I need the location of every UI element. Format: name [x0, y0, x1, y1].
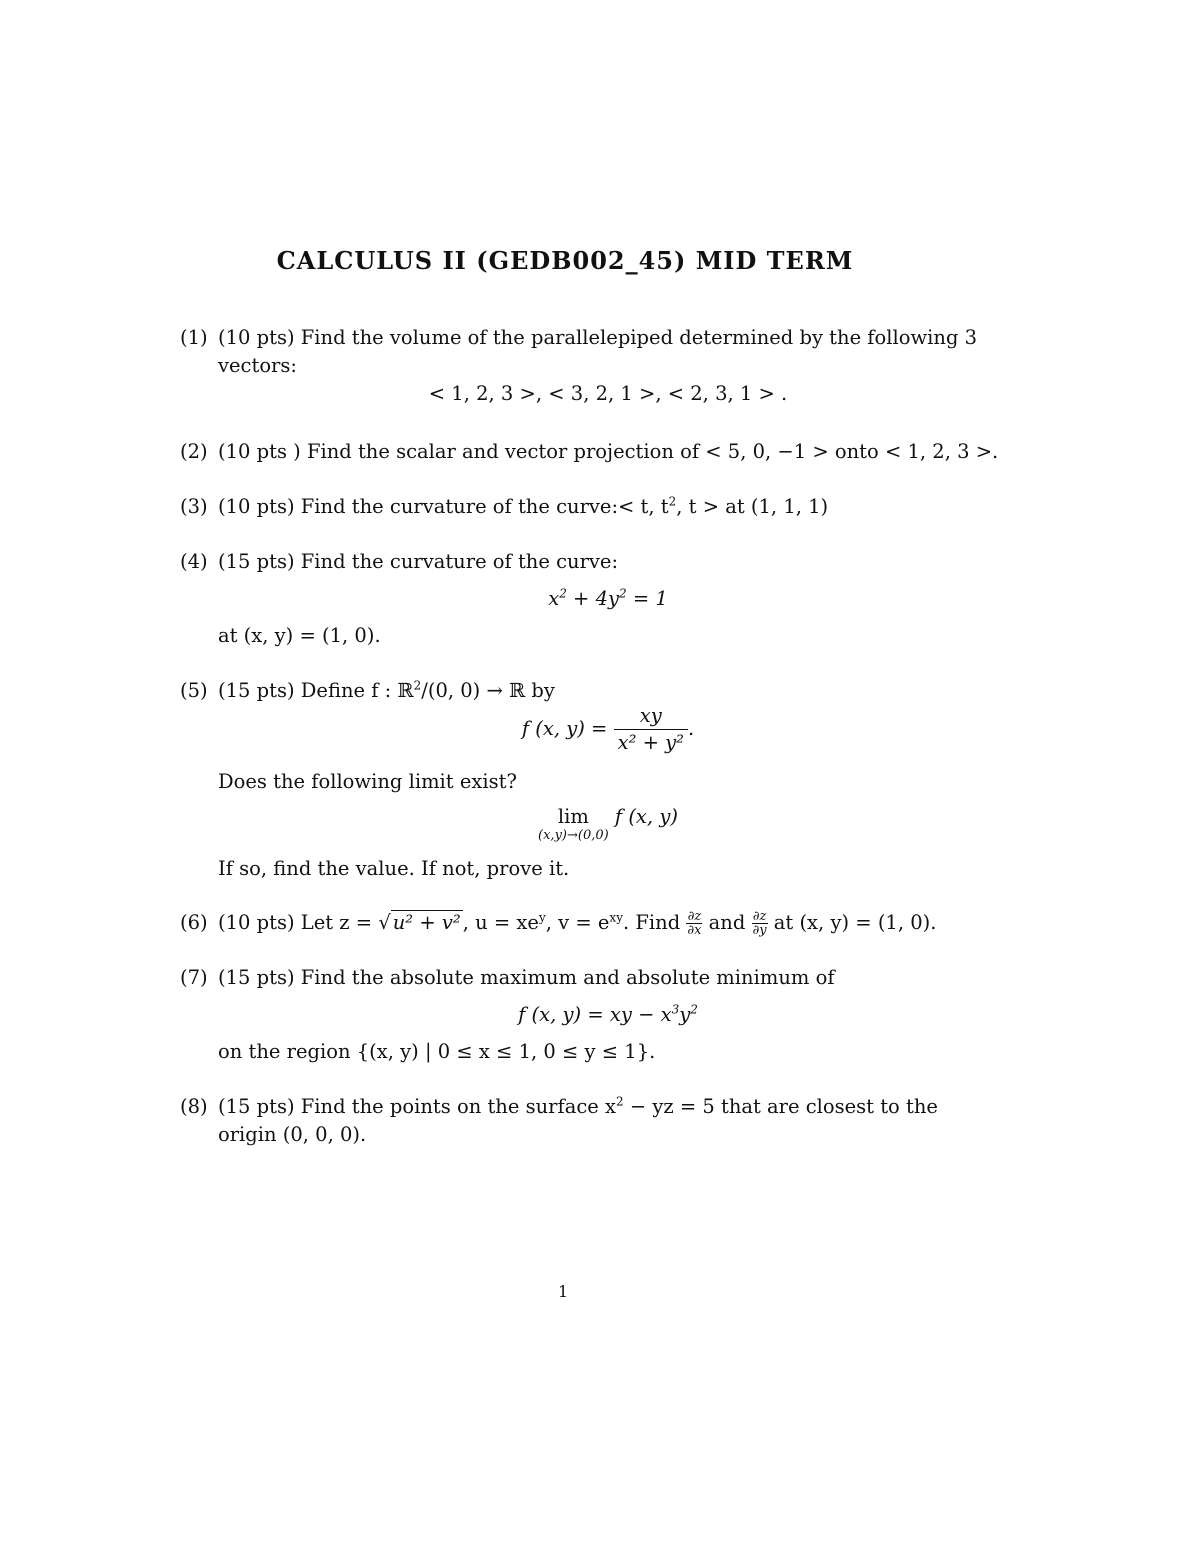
problem-5	[180, 677, 1000, 887]
points-label: (10 pts)	[218, 326, 295, 349]
problem-7	[180, 964, 1000, 1064]
problem-4	[180, 548, 1000, 648]
partial-dz-dx: $\frac{\partial z}{\partial x}$	[687, 909, 702, 938]
square-root: √ u² + v²	[378, 911, 461, 934]
problem-1	[180, 324, 1000, 414]
problem-8	[180, 1093, 1000, 1153]
problem-text: (15 pts) Find the curvature of the curve:	[218, 550, 619, 573]
problem-number: (8)	[180, 1095, 208, 1118]
limit-display: lim (x,y)→(0,0) f (x, y)	[538, 805, 678, 843]
equation-display: $x^2 + 4y^2 = 1$	[548, 586, 668, 610]
problem-3	[180, 493, 1000, 523]
problem-text-cont: If so, find the value. If not, prove it.	[218, 857, 570, 880]
problem-text: (15 pts) Find the absolute maximum and absolute minimum of	[218, 966, 835, 989]
function-display: f (x, y) = xy − $x^3y^2$	[518, 1002, 698, 1026]
problem-number: (3)	[180, 495, 208, 518]
problem-text: (10 pts) Find the curvature of the curve:< t, $t^2$, t > at (1, 1, 1)	[218, 494, 829, 518]
problem-number: (4)	[180, 550, 208, 573]
problem-text: (10 pts ) Find the scalar and vector projection of < 5, 0, −1 > onto < 1, 2, 3 >.	[218, 440, 999, 463]
problem-6	[180, 909, 1000, 945]
points-label: (15 pts)	[218, 550, 295, 573]
problem-number: (1)	[180, 326, 208, 349]
vectors-display: < 1, 2, 3 >, < 3, 2, 1 >, < 2, 3, 1 > .	[428, 382, 788, 405]
problem-number: (2)	[180, 440, 208, 463]
points-label: (10 pts)	[218, 495, 295, 518]
problem-text-cont: at (x, y) = (1, 0).	[218, 624, 381, 647]
exam-title: CALCULUS II (GEDB002_45) MID TERM	[276, 246, 854, 275]
fraction: $\frac{xy}{\text{x² + y²}}$	[614, 703, 688, 756]
problem-text: (15 pts) Find the points on the surface $x^2$ − yz = 5 that are closest to the	[218, 1094, 938, 1118]
points-label: (10 pts )	[218, 440, 301, 463]
problem-text-cont: vectors:	[218, 354, 297, 377]
points-label: (15 pts)	[218, 1095, 295, 1118]
problem-text-cont: on the region {(x, y) | 0 ≤ x ≤ 1, 0 ≤ y ≤ 1}.	[218, 1040, 656, 1063]
problem-text: (10 pts) Let z = √ u² + v² , $u = xe^y$, $v = e^{xy}$. Find $\frac{\partial z}{\partial x}$ and $\frac{\partial z}{\partial y}$ at (x, y) = (1, 0).	[218, 909, 937, 938]
limit-question: Does the following limit exist?	[218, 770, 517, 793]
problem-text-cont: origin (0, 0, 0).	[218, 1123, 367, 1146]
page-number: 1	[558, 1282, 569, 1301]
problem-number: (7)	[180, 966, 208, 989]
problem-text: (10 pts) Find the volume of the parallelepiped determined by the following 3	[218, 326, 978, 349]
points-label: (15 pts)	[218, 679, 295, 702]
points-label: (15 pts)	[218, 966, 295, 989]
problem-text: (15 pts) Define f : ℝ$^2$/(0, 0) → ℝ by	[218, 678, 555, 702]
problem-number: (5)	[180, 679, 208, 702]
function-display: f (x, y) = $\frac{xy}{\text{x² + y²}}$ .	[521, 704, 695, 754]
partial-dz-dy: $\frac{\partial z}{\partial y}$	[752, 909, 767, 938]
problem-2	[180, 438, 1000, 468]
problem-number: (6)	[180, 911, 208, 934]
limit-operator: lim (x,y)→(0,0)	[538, 805, 609, 843]
points-label: (10 pts)	[218, 911, 295, 934]
